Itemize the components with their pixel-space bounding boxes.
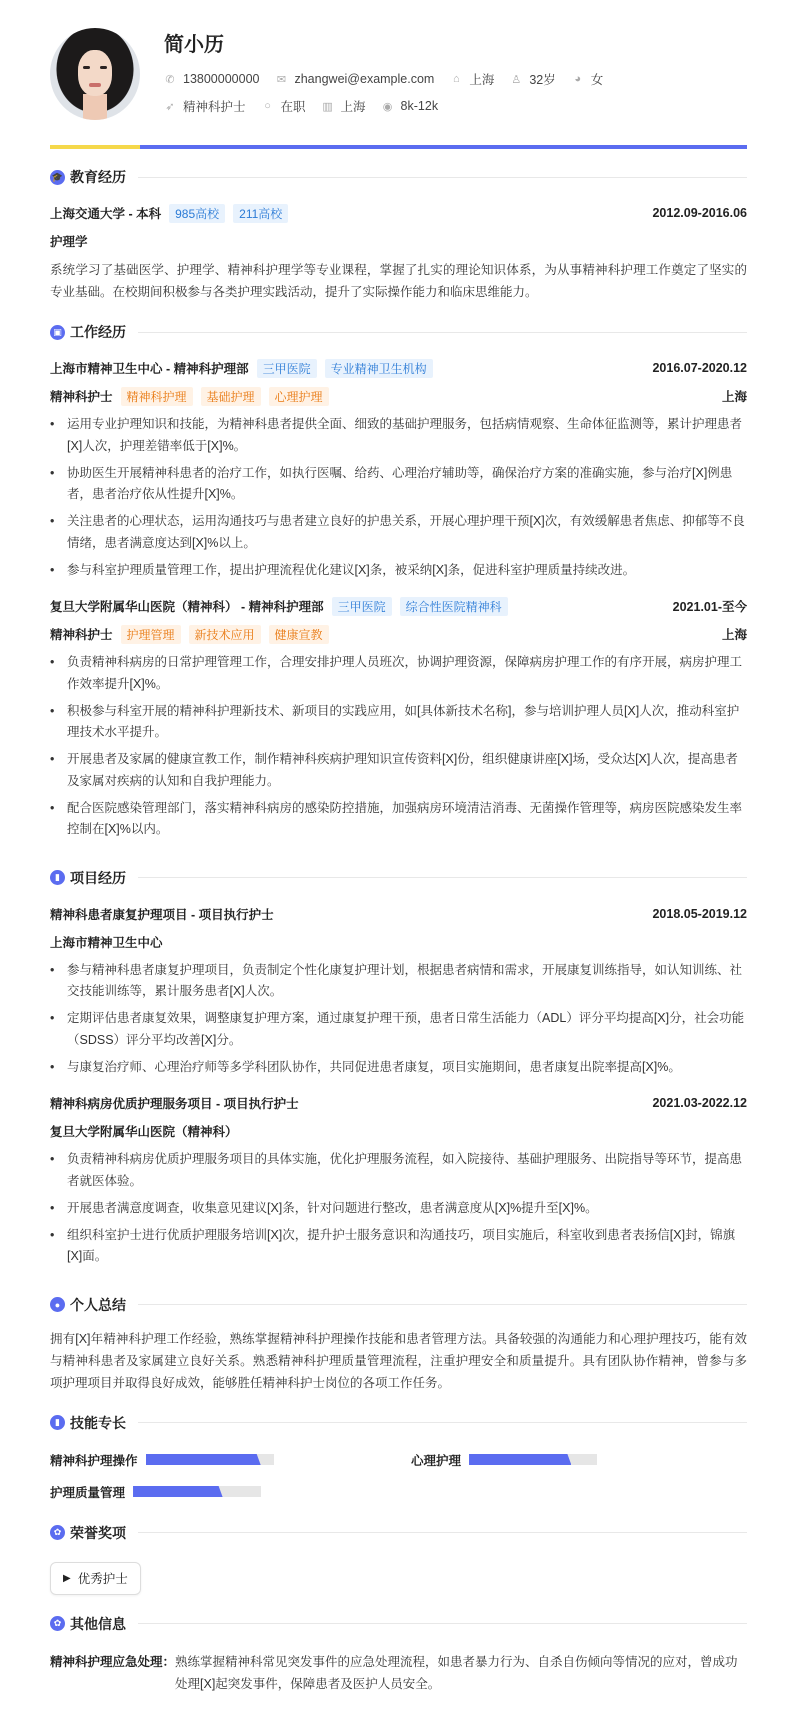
- bullet: • 开展患者满意度调查，收集意见建议[X]条，针对问题进行整改，患者满意度从[X]%提升至[X]%。: [50, 1198, 747, 1220]
- role-group: [50, 387, 329, 406]
- project-entry: [50, 1092, 747, 1114]
- section-projects: ▮ 项目经历: [50, 867, 747, 889]
- bullet: • 负责精神科病房优质护理服务项目的具体实施，优化护理服务流程，如入院接待、基础护理服务、出院指导等环节，提高患者就医体验。: [50, 1149, 747, 1192]
- major: 护理学: [50, 235, 88, 249]
- work-entry: [50, 595, 747, 617]
- gender-icon: ◕: [574, 73, 582, 85]
- bullet: • 参与精神科患者康复护理项目，负责制定个性化康复护理计划，根据患者病情和需求，开展康复训练指导，如认知训练、社交技能训练等，累计服务患者[X]人次。: [50, 960, 747, 1003]
- city: 上海: [469, 73, 495, 87]
- date: 2021.03-2022.12: [652, 1096, 747, 1110]
- work-entry: [50, 357, 747, 379]
- tag: 综合性医院精神科: [400, 597, 508, 616]
- candidate-name: 简小历: [164, 34, 224, 56]
- work-title: [50, 597, 508, 616]
- company: 复旦大学附属华山医院（精神科） - 精神科护理部: [50, 600, 324, 614]
- skill-tag: 新技术应用: [189, 625, 261, 644]
- section-summary: ● 个人总结: [50, 1294, 747, 1316]
- skill-bar-fill: [133, 1486, 223, 1497]
- job-status: 在职: [280, 100, 306, 114]
- skill-tag: 精神科护理: [121, 387, 193, 406]
- skill-bar-fill: [146, 1454, 261, 1465]
- status-icon: ○: [264, 100, 271, 112]
- project-org: 复旦大学附属华山医院（精神科）: [50, 1125, 238, 1139]
- building-icon: ▥: [322, 100, 333, 113]
- education-entry: [50, 202, 747, 224]
- tag: 985高校: [169, 204, 225, 223]
- date: 2021.01-至今: [672, 600, 747, 614]
- contact-row: [164, 70, 615, 88]
- intent-row: [164, 97, 450, 115]
- bullet-list: [50, 652, 747, 841]
- skill-name: 精神科护理操作: [50, 1453, 138, 1468]
- date: 2018.05-2019.12: [652, 906, 747, 921]
- bullet: • 积极参与科室开展的精神科护理新技术、新项目的实践应用，如[具体新技术名称]，参与培训护理人员[X]人次，推动科室护理技术水平提升。: [50, 701, 747, 744]
- triangle-icon: ▶: [63, 1572, 71, 1584]
- bullet-list: [50, 414, 747, 581]
- resume-page: [50, 0, 747, 1695]
- work-role-row: [50, 385, 747, 407]
- resume-header: [50, 0, 747, 150]
- tag: 211高校: [233, 204, 288, 223]
- section-other: ✿ 其他信息: [50, 1613, 747, 1635]
- skill-bar: [469, 1454, 597, 1465]
- tag: 三甲医院: [257, 359, 317, 378]
- salary-icon: ◉: [382, 100, 393, 113]
- cake-icon: ♙: [511, 73, 522, 86]
- bullet: • 配合医院感染管理部门，落实精神科病房的感染防控措施，加强病房环境清洁消毒、无菌操作管理等，病房医院感染发生率控制在[X]%以内。: [50, 798, 747, 841]
- avatar: [50, 28, 140, 120]
- target-city: 上海: [340, 100, 366, 114]
- date: 2016.07-2020.12: [652, 361, 747, 375]
- section-work: ▣ 工作经历: [50, 321, 747, 343]
- info-icon: ✿: [50, 1616, 65, 1631]
- bullet-list: [50, 960, 747, 1079]
- bullet-list: [50, 1149, 747, 1268]
- briefcase-icon: ▣: [50, 325, 65, 340]
- bullet: • 开展患者及家属的健康宣教工作，制作精神科疾病护理知识宣传资料[X]份，组织健康讲座[X]场，受众达[X]人次，提高患者及家属对疾病的认知和自我护理能力。: [50, 749, 747, 792]
- skill-tag: 基础护理: [201, 387, 261, 406]
- email: zhangwei@example.com: [294, 72, 435, 86]
- school: 上海交通大学 - 本科: [50, 207, 162, 221]
- send-icon: ➶: [165, 100, 175, 113]
- skill-item: [50, 1482, 411, 1502]
- bullet: • 运用专业护理知识和技能，为精神科患者提供全面、细致的基础护理服务，包括病情观察、生命体征监测等，累计护理患者[X]人次，护理差错率低于[X]%。: [50, 414, 747, 457]
- work-role-row: [50, 623, 747, 645]
- role: 精神科护士: [50, 390, 113, 404]
- skill-name: 护理质量管理: [50, 1485, 126, 1500]
- award-icon: ✿: [50, 1525, 65, 1540]
- age: 32岁: [529, 73, 556, 87]
- company: 上海市精神卫生中心 - 精神科护理部: [50, 362, 249, 376]
- role: 精神科护士: [50, 628, 113, 642]
- header-divider: [50, 145, 747, 149]
- date: 2012.09-2016.06: [652, 206, 747, 220]
- mail-icon: ✉: [276, 73, 287, 86]
- bar-chart-icon: ▮: [50, 1415, 65, 1430]
- project-name: 精神科患者康复护理项目 - 项目执行护士: [50, 907, 274, 922]
- skill-item: [411, 1450, 747, 1470]
- tag: 三甲医院: [332, 597, 392, 616]
- location: 上海: [721, 628, 747, 642]
- target-position: 精神科护士: [183, 100, 246, 114]
- summary-text: 拥有[X]年精神科护理工作经验，熟练掌握精神科护理操作技能和患者管理方法。具备较强的沟通能力和心理护理技巧，能有效与精神科患者及家属建立良好关系。熟悉精神科护理质量管理流程，注重护理安全和质量提升。具有团队协作精神，曾参与多项护理项目并取得良好成效，能够胜任精神科护士岗位的各项工作任务。: [50, 1331, 747, 1390]
- chart-icon: ▮: [50, 870, 65, 885]
- education-desc: 系统学习了基础医学、护理学、精神科护理学等专业课程，掌握了扎实的理论知识体系，为从事精神科护理工作奠定了坚实的专业基础。在校期间积极参与各类护理实践活动，提升了实际操作能力和临床思维能力。: [50, 263, 747, 299]
- user-icon: ●: [50, 1297, 65, 1312]
- phone-icon: ✆: [165, 73, 175, 86]
- role-group: [50, 625, 329, 644]
- phone: 13800000000: [183, 72, 260, 86]
- bullet: • 关注患者的心理状态，运用沟通技巧与患者建立良好的护患关系，开展心理护理干预[X]次，有效缓解患者焦虑、抑郁等不良情绪，患者满意度达到[X]%以上。: [50, 511, 747, 554]
- work-title: [50, 359, 433, 378]
- skill-bar: [146, 1454, 274, 1465]
- bullet: • 协助医生开展精神科患者的治疗工作，如执行医嘱、给药、心理治疗辅助等，确保治疗方案的准确实施，参与治疗[X]例患者，患者治疗依从性提升[X]%。: [50, 463, 747, 506]
- skill-tag: 护理管理: [121, 625, 181, 644]
- salary: 8k-12k: [400, 99, 439, 113]
- bullet: • 参与科室护理质量管理工作，提出护理流程优化建议[X]条，被采纳[X]条，促进科室护理质量持续改进。: [50, 560, 747, 582]
- gender: 女: [590, 73, 604, 87]
- project-name: 精神科病房优质护理服务项目 - 项目执行护士: [50, 1097, 299, 1111]
- skill-item: [50, 1450, 411, 1470]
- home-icon: ⌂: [453, 73, 460, 85]
- bullet: • 与康复治疗师、心理治疗师等多学科团队协作，共同促进患者康复，项目实施期间，患者康复出院率提高[X]%。: [50, 1057, 747, 1079]
- location: 上海: [721, 390, 747, 404]
- section-skills: ▮ 技能专长: [50, 1412, 747, 1434]
- project-org: 上海市精神卫生中心: [50, 935, 163, 950]
- tag: 专业精神卫生机构: [325, 359, 433, 378]
- award-badge: ▶ 优秀护士: [50, 1562, 141, 1595]
- skill-tag: 健康宣教: [269, 625, 329, 644]
- skill-bar: [133, 1486, 261, 1497]
- skill-tag: 心理护理: [269, 387, 329, 406]
- skill-name: 心理护理: [411, 1453, 462, 1468]
- skill-bar-fill: [469, 1454, 571, 1465]
- graduation-cap-icon: 🎓: [50, 170, 65, 185]
- bullet: • 负责精神科病房的日常护理管理工作，合理安排护理人员班次，协调护理资源，保障病房护理工作的有序开展，病房护理工作效率提升[X]%。: [50, 652, 747, 695]
- section-awards: ✿ 荣誉奖项: [50, 1522, 747, 1544]
- bullet: • 组织科室护士进行优质护理服务培训[X]次，提升护士服务意识和沟通技巧，项目实施后，科室收到患者表扬信[X]封，锦旗[X]面。: [50, 1225, 747, 1268]
- other-item: 精神科护理应急处理： 熟练掌握精神科常见突发事件的应急处理流程，如患者暴力行为、自杀自伤倾向等情况的应对，曾成功处理[X]起突发事件，保障患者及医护人员安全。: [50, 1654, 738, 1691]
- section-education: 🎓 教育经历: [50, 166, 747, 188]
- project-entry: [50, 903, 747, 925]
- bullet: • 定期评估患者康复效果，调整康复护理方案，通过康复护理干预，患者日常生活能力（ADL）评分平均提高[X]分，社会功能（SDSS）评分平均改善[X]分。: [50, 1008, 747, 1051]
